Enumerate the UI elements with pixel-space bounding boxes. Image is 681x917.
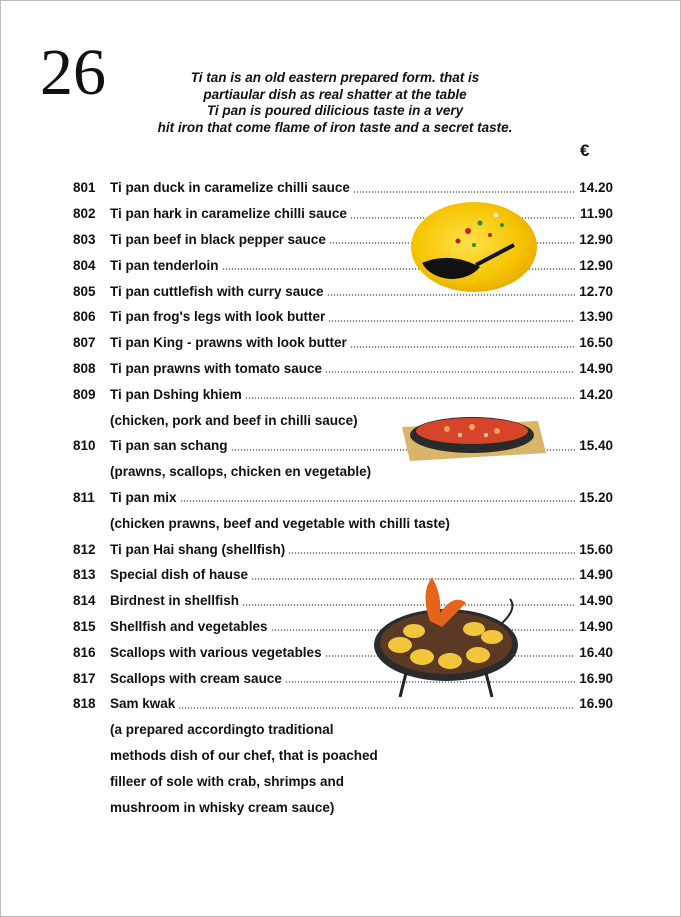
item-description: (prawns, scallops, chicken en vegetable) <box>110 464 372 480</box>
item-name: Sam kwak <box>110 696 176 712</box>
currency-symbol: € <box>580 141 590 160</box>
item-name: Ti pan Hai shang (shellfish) <box>110 541 286 557</box>
item-number: 818 <box>73 696 96 712</box>
item-price: 12.90 <box>579 231 613 247</box>
item-number: 806 <box>73 309 96 325</box>
item-number: 816 <box>73 644 96 660</box>
item-number: 803 <box>73 231 96 247</box>
menu-item-description <box>73 743 613 769</box>
item-price: 15.20 <box>579 489 613 505</box>
item-price: 14.90 <box>579 593 613 609</box>
intro-line: Ti tan is an old eastern prepared form. that is <box>190 70 480 85</box>
item-number: 817 <box>73 670 96 686</box>
item-name: Ti pan hark in caramelize chilli sauce <box>110 206 347 222</box>
item-description: (chicken, pork and beef in chilli sauce) <box>110 412 358 428</box>
menu-item <box>73 356 613 382</box>
intro-line: hit iron that come flame of iron taste and a secret taste. <box>157 119 513 135</box>
menu-item <box>73 536 613 562</box>
item-number: 801 <box>73 180 96 196</box>
item-number: 814 <box>73 593 96 609</box>
dot-leader <box>245 397 575 399</box>
dot-leader <box>353 191 575 193</box>
item-number: 813 <box>73 567 96 583</box>
intro-line: partiaular dish as real shatter at the table <box>203 86 467 102</box>
item-name: Shellfish and vegetables <box>110 618 268 634</box>
dot-leader <box>350 346 575 348</box>
menu-item-description <box>73 794 613 820</box>
item-number: 809 <box>73 386 96 402</box>
menu-item <box>73 304 613 330</box>
dot-leader <box>178 707 575 709</box>
dot-leader <box>328 320 575 322</box>
item-name: Ti pan tenderloin <box>110 257 219 273</box>
item-price: 16.90 <box>579 696 613 712</box>
item-name: Ti pan duck in caramelize chilli sauce <box>110 180 350 196</box>
menu-item <box>73 330 613 356</box>
menu-item <box>73 639 613 665</box>
item-price: 16.40 <box>579 644 613 660</box>
item-name: Ti pan Dshing khiem <box>110 386 242 402</box>
item-price: 14.20 <box>579 386 613 402</box>
item-name: Ti pan mix <box>110 489 177 505</box>
item-price: 14.90 <box>579 360 613 376</box>
item-name: Ti pan cuttlefish with curry sauce <box>110 283 324 299</box>
item-name: Special dish of hause <box>110 567 249 583</box>
item-price: 12.90 <box>579 257 613 273</box>
menu-item <box>73 691 613 717</box>
intro-line: Ti pan is poured dilicious taste in a very <box>206 103 464 118</box>
menu-item-description <box>73 768 613 794</box>
menu-item-description <box>73 717 613 743</box>
item-description: methods dish of our chef, that is poached <box>110 747 378 763</box>
item-description: filleer of sole with crab, shrimps and <box>110 773 345 789</box>
item-price: 14.20 <box>579 180 613 196</box>
item-number: 804 <box>73 257 96 273</box>
wok-flame-illustration <box>410 201 538 293</box>
item-name: Scallops with cream sauce <box>110 670 282 686</box>
item-price: 13.90 <box>579 309 613 325</box>
item-price: 15.40 <box>579 438 613 454</box>
menu-item <box>73 175 613 201</box>
item-description: (a prepared accordingto traditional <box>110 722 334 738</box>
item-price: 14.90 <box>579 567 613 583</box>
item-number: 810 <box>73 438 96 454</box>
item-price: 16.90 <box>579 670 613 686</box>
page-number: 26 <box>40 36 106 109</box>
item-name: Ti pan beef in black pepper sauce <box>110 231 326 247</box>
item-description: (chicken prawns, beef and vegetable with chilli taste) <box>110 515 450 531</box>
item-price: 12.70 <box>579 283 613 299</box>
item-price: 14.90 <box>579 618 613 634</box>
item-name: Ti pan King - prawns with look butter <box>110 335 347 351</box>
dot-leader <box>325 371 575 373</box>
item-number: 815 <box>73 618 96 634</box>
item-price: 16.50 <box>579 335 613 351</box>
item-name: Scallops with various vegetables <box>110 644 322 660</box>
item-name: Ti pan prawns with tomato sauce <box>110 360 323 376</box>
item-number: 812 <box>73 541 96 557</box>
item-number: 802 <box>73 206 96 222</box>
item-price: 15.60 <box>579 541 613 557</box>
item-price: 11.90 <box>579 206 613 222</box>
item-description: mushroom in whisky cream sauce) <box>110 799 335 815</box>
menu-item <box>73 381 613 407</box>
sizzling-iron-plate-photo <box>402 407 546 463</box>
item-number: 805 <box>73 283 96 299</box>
intro-text <box>120 70 550 136</box>
item-name: Birdnest in shellfish <box>110 593 240 609</box>
item-number: 807 <box>73 335 96 351</box>
dot-leader <box>327 294 575 296</box>
menu-item <box>73 665 613 691</box>
item-number: 811 <box>73 489 95 505</box>
dot-leader <box>288 552 575 554</box>
item-name: Ti pan frog's legs with look butter <box>110 309 326 325</box>
menu-item <box>73 614 613 640</box>
menu-item-description <box>73 510 613 536</box>
item-name: Ti pan san schang <box>110 438 228 454</box>
item-number: 808 <box>73 360 96 376</box>
dot-leader <box>180 500 575 502</box>
menu-item <box>73 485 613 511</box>
menu-item <box>73 588 613 614</box>
shellfish-platter-photo <box>370 573 522 701</box>
menu-item <box>73 562 613 588</box>
